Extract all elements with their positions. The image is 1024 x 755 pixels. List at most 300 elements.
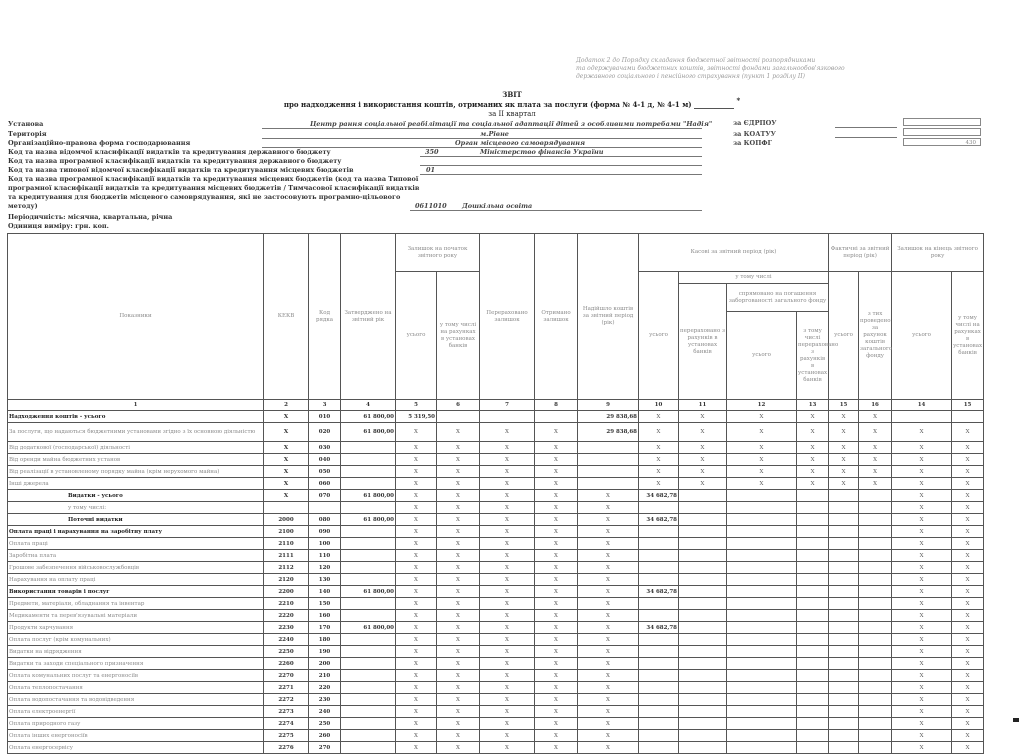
row-name: Використання товарів і послуг xyxy=(8,586,264,598)
row-code: 270 xyxy=(309,742,341,754)
cell-c6: X xyxy=(437,502,480,514)
row-name: За послуги, що надаються бюджетними установами згідно з їх основною діяльністю xyxy=(8,423,264,442)
cell-c5: X xyxy=(396,586,437,598)
table-row xyxy=(8,411,984,423)
table-row xyxy=(8,502,984,514)
cell-c8: X xyxy=(535,658,578,670)
table-row xyxy=(8,694,984,706)
cell-c16 xyxy=(859,562,892,574)
cell-c5: X xyxy=(396,694,437,706)
cell-c15: X xyxy=(829,411,859,423)
cell-c8: X xyxy=(535,442,578,454)
cell-c16 xyxy=(859,586,892,598)
cell-c14: X xyxy=(892,454,952,466)
cell-c14: X xyxy=(892,490,952,502)
cell-c14: X xyxy=(892,646,952,658)
report-period: за II квартал xyxy=(488,110,536,118)
row-name: Видатки - усього xyxy=(8,490,264,502)
cell-c14: X xyxy=(892,694,952,706)
cell-c5: X xyxy=(396,442,437,454)
cell-c16 xyxy=(859,682,892,694)
cell-c15 xyxy=(829,502,859,514)
cell-c5: X xyxy=(396,610,437,622)
cell-c5: X xyxy=(396,706,437,718)
cell-c9: 29 838,68 xyxy=(578,423,639,442)
cell-c6: X xyxy=(437,730,480,742)
table-row xyxy=(8,466,984,478)
cell-c17 xyxy=(952,411,984,423)
cell-c9: X xyxy=(578,538,639,550)
cell-c5: 5 319,50 xyxy=(396,411,437,423)
cell-c9: 29 838,68 xyxy=(578,411,639,423)
row-name: Продукти харчування xyxy=(8,622,264,634)
table-row xyxy=(8,586,984,598)
row-kekv: 2270 xyxy=(264,670,309,682)
row-name: Оплата природного газу xyxy=(8,718,264,730)
row-kekv: X xyxy=(264,478,309,490)
col-kekv-header: КЕКВ xyxy=(264,234,309,400)
column-number: 8 xyxy=(535,400,578,411)
cell-c5: X xyxy=(396,478,437,490)
cell-c8: X xyxy=(535,562,578,574)
cell-c8: X xyxy=(535,646,578,658)
territory-value: м.Рівне xyxy=(480,130,509,138)
cell-c13 xyxy=(797,706,829,718)
cell-c16 xyxy=(859,538,892,550)
col-balance-start-header: Залишок на початок звітного року xyxy=(396,234,480,272)
row-kekv: 2120 xyxy=(264,574,309,586)
cell-c14: X xyxy=(892,514,952,526)
cell-c9: X xyxy=(578,718,639,730)
cell-c11 xyxy=(679,706,727,718)
col-end-accounts-header: у тому числі на рахунках в установах банків xyxy=(952,272,984,400)
row-name: Оплата інших енергоносіїв xyxy=(8,730,264,742)
cell-c4 xyxy=(341,706,396,718)
cell-c9: X xyxy=(578,694,639,706)
cell-c8: X xyxy=(535,742,578,754)
cell-c16: X xyxy=(859,442,892,454)
cell-c16 xyxy=(859,502,892,514)
cell-c13 xyxy=(797,514,829,526)
cell-c15: X xyxy=(829,478,859,490)
local-prog-code: 0611010 xyxy=(415,202,447,210)
row-kekv: 2260 xyxy=(264,658,309,670)
cell-c4 xyxy=(341,694,396,706)
cell-c4 xyxy=(341,718,396,730)
typical-label: Код та назва типової відомчої класифікації видатків та кредитування місцевих бюджетів xyxy=(8,166,354,174)
cell-c10 xyxy=(639,730,679,742)
row-code: 190 xyxy=(309,646,341,658)
cell-c7: X xyxy=(480,658,535,670)
cell-c9: X xyxy=(578,706,639,718)
cell-c7: X xyxy=(480,694,535,706)
cell-c8: X xyxy=(535,538,578,550)
col-transferred-header: Перераховано залишок xyxy=(480,234,535,400)
cell-c15 xyxy=(829,718,859,730)
cell-c17: X xyxy=(952,526,984,538)
cell-c5: X xyxy=(396,423,437,442)
row-name: Інші джерела xyxy=(8,478,264,490)
cell-c8: X xyxy=(535,466,578,478)
cell-c14: X xyxy=(892,478,952,490)
cell-c9: X xyxy=(578,514,639,526)
cell-c12 xyxy=(727,730,797,742)
row-code: 240 xyxy=(309,706,341,718)
cell-c14: X xyxy=(892,423,952,442)
row-kekv: 2210 xyxy=(264,598,309,610)
cell-c7: X xyxy=(480,423,535,442)
cell-c4 xyxy=(341,562,396,574)
cell-c10 xyxy=(639,646,679,658)
row-name: Оплата послуг (крім комунальних) xyxy=(8,634,264,646)
cell-c9: X xyxy=(578,634,639,646)
cell-c16 xyxy=(859,610,892,622)
cell-c5: X xyxy=(396,562,437,574)
report-title: ЗВІТ xyxy=(502,90,522,99)
row-name: Нарахування на оплату праці xyxy=(8,574,264,586)
row-kekv: 2111 xyxy=(264,550,309,562)
cell-c16 xyxy=(859,526,892,538)
cell-c6: X xyxy=(437,622,480,634)
cell-c11 xyxy=(679,694,727,706)
cell-c7: X xyxy=(480,442,535,454)
cell-c16 xyxy=(859,514,892,526)
cell-c12 xyxy=(727,538,797,550)
cell-c14: X xyxy=(892,442,952,454)
note-line: державного соціального і пенсійного страхування (пункт 1 розділу II) xyxy=(576,73,805,80)
column-numbers-row xyxy=(8,400,984,411)
cell-c17: X xyxy=(952,502,984,514)
row-name: Оплата енергосервісу xyxy=(8,742,264,754)
cell-c8: X xyxy=(535,718,578,730)
cell-c12: X xyxy=(727,478,797,490)
cell-c10 xyxy=(639,670,679,682)
cell-c10: 34 682,78 xyxy=(639,586,679,598)
cell-c12 xyxy=(727,622,797,634)
cell-c15: X xyxy=(829,454,859,466)
row-name: Заробітна плата xyxy=(8,550,264,562)
cell-c17: X xyxy=(952,550,984,562)
org-form-label: Організаційно-правова форма господарювання xyxy=(8,139,191,147)
cell-c10 xyxy=(639,682,679,694)
table-row xyxy=(8,610,984,622)
col-cash-incl-header: у тому числі xyxy=(679,272,829,284)
row-kekv: 2112 xyxy=(264,562,309,574)
cell-c8: X xyxy=(535,586,578,598)
cell-c13 xyxy=(797,730,829,742)
institution-label: Установа xyxy=(8,120,44,128)
row-code: 050 xyxy=(309,466,341,478)
cell-c10: 34 682,78 xyxy=(639,514,679,526)
cell-c9: X xyxy=(578,682,639,694)
cell-c5: X xyxy=(396,718,437,730)
periodicity-label: Періодичність: місячна, квартальна, річна xyxy=(8,213,173,221)
cell-c11 xyxy=(679,550,727,562)
cell-c7: X xyxy=(480,730,535,742)
cell-c11 xyxy=(679,718,727,730)
cell-c17: X xyxy=(952,694,984,706)
row-kekv: X xyxy=(264,466,309,478)
cell-c11 xyxy=(679,574,727,586)
cell-c10: X xyxy=(639,466,679,478)
cell-c6: X xyxy=(437,658,480,670)
cell-c7: X xyxy=(480,514,535,526)
row-name: Видатки та заходи спеціального призначення xyxy=(8,658,264,670)
cell-c7: X xyxy=(480,586,535,598)
cell-c10: 34 682,78 xyxy=(639,490,679,502)
cell-c11 xyxy=(679,526,727,538)
cell-c14: X xyxy=(892,706,952,718)
local-prog-value: Дошкільна освіта xyxy=(462,202,533,210)
cell-c11 xyxy=(679,502,727,514)
cell-c7: X xyxy=(480,622,535,634)
cell-c11 xyxy=(679,490,727,502)
edrpou-label: за ЄДРПОУ xyxy=(733,119,777,127)
col-cash-total-header: усього xyxy=(639,272,679,400)
cell-c13 xyxy=(797,538,829,550)
cell-c5: X xyxy=(396,466,437,478)
cell-c11: X xyxy=(679,466,727,478)
row-code: 170 xyxy=(309,622,341,634)
cell-c5: X xyxy=(396,682,437,694)
cell-c11: X xyxy=(679,423,727,442)
cell-c14: X xyxy=(892,574,952,586)
cell-c16: X xyxy=(859,466,892,478)
cell-c16: X xyxy=(859,478,892,490)
cell-c17: X xyxy=(952,514,984,526)
row-kekv: X xyxy=(264,454,309,466)
row-code: 040 xyxy=(309,454,341,466)
row-code: 070 xyxy=(309,490,341,502)
cell-c17: X xyxy=(952,670,984,682)
column-number: 14 xyxy=(892,400,952,411)
cell-c4 xyxy=(341,646,396,658)
cell-c8: X xyxy=(535,490,578,502)
cell-c6: X xyxy=(437,562,480,574)
col-actual-total-header: усього xyxy=(829,272,859,400)
cell-c12 xyxy=(727,574,797,586)
cell-c7: X xyxy=(480,610,535,622)
table-row xyxy=(8,550,984,562)
row-kekv: 2272 xyxy=(264,694,309,706)
column-number: 13 xyxy=(797,400,829,411)
row-code: 060 xyxy=(309,478,341,490)
cell-c6: X xyxy=(437,694,480,706)
row-kekv: 2110 xyxy=(264,538,309,550)
row-name: Від додаткової (господарської) діяльності xyxy=(8,442,264,454)
row-name: у тому числі: xyxy=(8,502,264,514)
cell-c6: X xyxy=(437,454,480,466)
cell-c15 xyxy=(829,658,859,670)
cell-c17: X xyxy=(952,562,984,574)
cell-c14: X xyxy=(892,670,952,682)
cell-c16 xyxy=(859,718,892,730)
cell-c10: X xyxy=(639,478,679,490)
cell-c16 xyxy=(859,670,892,682)
row-kekv: X xyxy=(264,423,309,442)
cell-c7: X xyxy=(480,646,535,658)
cell-c9: X xyxy=(578,490,639,502)
cell-c16 xyxy=(859,490,892,502)
cell-c6: X xyxy=(437,610,480,622)
kopfg-box: 430 xyxy=(903,138,981,146)
col-actual-exp-header: Фактичні за звітний період (рік) xyxy=(829,234,892,272)
cell-c9: X xyxy=(578,574,639,586)
row-code: 140 xyxy=(309,586,341,598)
table-row xyxy=(8,562,984,574)
table-row xyxy=(8,622,984,634)
cell-c13 xyxy=(797,646,829,658)
cell-c12 xyxy=(727,562,797,574)
cell-c13 xyxy=(797,622,829,634)
column-number: 10 xyxy=(639,400,679,411)
cell-c11: X xyxy=(679,411,727,423)
cell-c5: X xyxy=(396,742,437,754)
cell-c16: X xyxy=(859,454,892,466)
cell-c13 xyxy=(797,682,829,694)
cell-c16 xyxy=(859,622,892,634)
cell-c8 xyxy=(535,411,578,423)
cell-c4: 61 800,00 xyxy=(341,411,396,423)
cell-c16 xyxy=(859,550,892,562)
cell-c10: X xyxy=(639,411,679,423)
table-row xyxy=(8,718,984,730)
cell-c5: X xyxy=(396,634,437,646)
cell-c17: X xyxy=(952,658,984,670)
cell-c14: X xyxy=(892,610,952,622)
local-prog-label-4: методу) xyxy=(8,202,38,210)
row-code: 100 xyxy=(309,538,341,550)
cell-c14: X xyxy=(892,658,952,670)
cell-c10 xyxy=(639,598,679,610)
cell-c5: X xyxy=(396,454,437,466)
cell-c11 xyxy=(679,622,727,634)
cell-c17: X xyxy=(952,478,984,490)
cell-c4 xyxy=(341,670,396,682)
cell-c9: X xyxy=(578,658,639,670)
table-row xyxy=(8,682,984,694)
cell-c11 xyxy=(679,538,727,550)
col-approved-header: Затверджено на звітний рік xyxy=(341,234,396,400)
row-kekv: 2271 xyxy=(264,682,309,694)
table-row xyxy=(8,634,984,646)
cell-c16: X xyxy=(859,411,892,423)
row-code: 110 xyxy=(309,550,341,562)
row-name: Від реалізації в установленому порядку майна (крім нерухомого майна) xyxy=(8,466,264,478)
cell-c11 xyxy=(679,598,727,610)
row-name: Поточні видатки xyxy=(8,514,264,526)
cell-c6: X xyxy=(437,670,480,682)
cell-c5: X xyxy=(396,490,437,502)
cell-c6: X xyxy=(437,706,480,718)
cell-c15 xyxy=(829,730,859,742)
row-code: 090 xyxy=(309,526,341,538)
cell-c10 xyxy=(639,610,679,622)
cell-c8: X xyxy=(535,502,578,514)
institution-value: Центр рання соціальної реабілітації та соціальної адаптації дітей з особливими потребами "Надія" xyxy=(310,120,713,128)
cell-c15 xyxy=(829,586,859,598)
cell-c7: X xyxy=(480,490,535,502)
cell-c5: X xyxy=(396,526,437,538)
cell-c5: X xyxy=(396,514,437,526)
cell-c8: X xyxy=(535,574,578,586)
cell-c8: X xyxy=(535,682,578,694)
cell-c9 xyxy=(578,442,639,454)
cell-c6: X xyxy=(437,466,480,478)
cell-c12 xyxy=(727,502,797,514)
cell-c17: X xyxy=(952,742,984,754)
cell-c6: X xyxy=(437,718,480,730)
cell-c10 xyxy=(639,658,679,670)
table-row xyxy=(8,514,984,526)
cell-c9: X xyxy=(578,610,639,622)
cell-c10 xyxy=(639,526,679,538)
cell-c9: X xyxy=(578,550,639,562)
cell-c13 xyxy=(797,634,829,646)
col-code-header: Код рядка xyxy=(309,234,341,400)
koatuu-label: за КОАТУУ xyxy=(733,130,776,138)
col-received-period-header: Надійшло коштів за звітний період (рік) xyxy=(578,234,639,400)
column-number: 16 xyxy=(859,400,892,411)
cell-c13 xyxy=(797,610,829,622)
cell-c16 xyxy=(859,598,892,610)
cell-c4: 61 800,00 xyxy=(341,514,396,526)
cell-c17: X xyxy=(952,586,984,598)
cell-c11 xyxy=(679,742,727,754)
cell-c15: X xyxy=(829,466,859,478)
cell-c17: X xyxy=(952,423,984,442)
column-number: 6 xyxy=(437,400,480,411)
cell-c6: X xyxy=(437,586,480,598)
cell-c8: X xyxy=(535,454,578,466)
cell-c16 xyxy=(859,694,892,706)
cell-c13 xyxy=(797,562,829,574)
cell-c4 xyxy=(341,454,396,466)
cell-c14 xyxy=(892,411,952,423)
row-name: Предмети, матеріали, обладнання та інвентар xyxy=(8,598,264,610)
cell-c11 xyxy=(679,586,727,598)
table-row xyxy=(8,490,984,502)
row-kekv xyxy=(264,502,309,514)
cell-c12: X xyxy=(727,454,797,466)
cell-c14: X xyxy=(892,718,952,730)
row-code: 260 xyxy=(309,730,341,742)
cell-c13 xyxy=(797,598,829,610)
row-kekv: 2274 xyxy=(264,718,309,730)
row-kekv: 2230 xyxy=(264,622,309,634)
cell-c10 xyxy=(639,538,679,550)
cell-c8: X xyxy=(535,598,578,610)
cell-c7: X xyxy=(480,670,535,682)
prog-code-label: Код та назва програмної класифікації видатків та кредитування державного бюджету xyxy=(8,157,342,165)
cell-c13 xyxy=(797,550,829,562)
cell-c5: X xyxy=(396,550,437,562)
cell-c15 xyxy=(829,514,859,526)
cell-c10 xyxy=(639,550,679,562)
cell-c11 xyxy=(679,634,727,646)
cell-c17: X xyxy=(952,682,984,694)
cell-c10 xyxy=(639,562,679,574)
cell-c8: X xyxy=(535,526,578,538)
cell-c16 xyxy=(859,706,892,718)
column-number: 5 xyxy=(396,400,437,411)
row-code: 230 xyxy=(309,694,341,706)
dept-code-label: Код та назва відомчої класифікації видатків та кредитування державного бюджету xyxy=(8,148,331,156)
cell-c15 xyxy=(829,562,859,574)
cell-c14: X xyxy=(892,526,952,538)
local-prog-label-2: програмної класифікації видатків та кредитування місцевих бюджетів / Тимчасової класифікації видатків xyxy=(8,184,420,192)
cell-c12: X xyxy=(727,466,797,478)
